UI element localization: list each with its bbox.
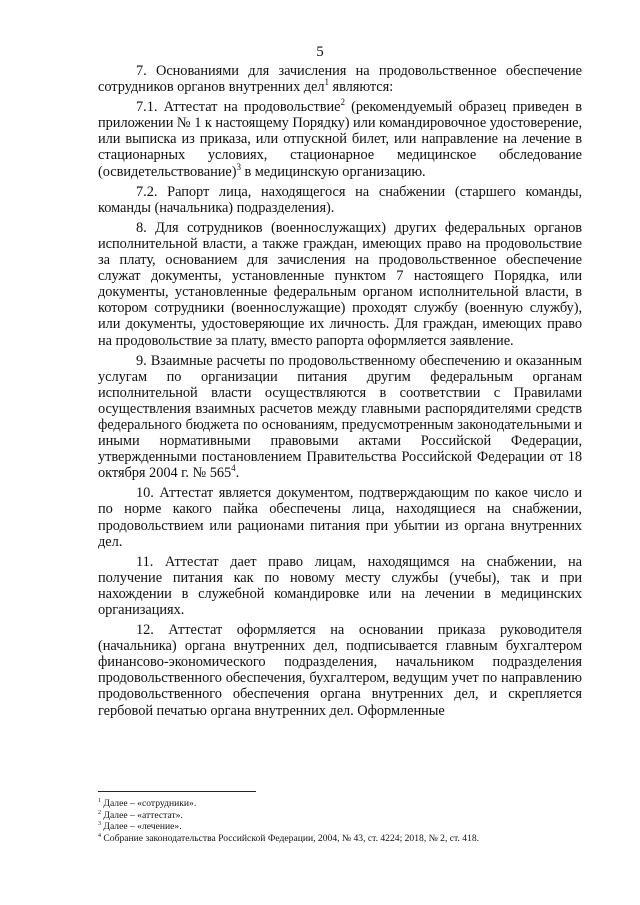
paragraph-7: 7. Основаниями для зачисления на продовольственное обеспечение сотрудников органов внутренних дел$^1$ являются: bbox=[98, 63, 582, 96]
footnote-1: $^1$ Далее – «сотрудники». bbox=[98, 797, 197, 809]
paragraph-11: 11. Аттестат дает право лицам, находящимся на снабжении, на получение питания как по новому месту службы (учебы), так и при нахождении в служебной командировке или на лечении в медицинских организациях. bbox=[98, 553, 582, 618]
paragraph-7-2: 7.2. Рапорт лица, находящегося на снабжении (старшего команды, команды (начальника) подразделения). bbox=[98, 183, 582, 216]
footnote-ref-3: 3 bbox=[236, 161, 241, 172]
footnote-3: $^3$ Далее – «лечение». bbox=[98, 821, 182, 833]
paragraph-9: 9. Взаимные расчеты по продовольственному обеспечению и оказанным услугам по организации питания другим федеральным органам исполнительной власти осуществляются в соответствии с Правилами осуществления взаимных расчетов между главными распорядителями средств федерального бюджета по основаниям, предусмотренным законодательными и иными нормативными правовыми актами Российской Федерации, утвержденными постановлением Правительства Российской Федерации от 18 октября 2004 г. № $565^4$. bbox=[98, 352, 582, 482]
footnote-ref-2: 2 bbox=[340, 97, 345, 108]
paragraph-12: 12. Аттестат оформляется на основании приказа руководителя (начальника) органа внутренних дел, подписывается главным бухгалтером финансово-экономического подразделения, начальником подразделения продовольственного обеспечения, бухгалтером, ведущим учет по направлению продовольственного обеспечения органа внутренних дел, и скрепляется гербовой печатью органа внутренних дел. Оформленные bbox=[98, 622, 582, 719]
footnote-4: $^4$ Собрание законодательства Российской Федерации, 2004, № 43, ст. 4224; 2018, № 2, ст. 418. bbox=[98, 832, 480, 844]
footnote-2: $^2$ Далее – «аттестат». bbox=[98, 809, 183, 821]
paragraph-8: 8. Для сотрудников (военнослужащих) других федеральных органов исполнительной власти, а также граждан, имеющих право на продовольствие за плату, основанием для зачисления на продовольственное обеспечение служат документы, установленные пунктом 7 настоящего Порядка, или документы, установленные федеральным органом исполнительной власти, в котором сотрудники (военнослужащие) проходят службу (военную службу), или документы, удостоверяющие их личность. Для граждан, имеющих право на продовольствие за плату, вместо рапорта оформляется заявление. bbox=[98, 219, 582, 349]
page-number: 5 bbox=[316, 44, 324, 60]
document-body bbox=[98, 63, 582, 719]
footnote-ref-1: 1 bbox=[324, 77, 329, 88]
footnote-ref-4: 4 bbox=[231, 463, 236, 474]
footnotes bbox=[98, 798, 582, 844]
paragraph-10: 10. Аттестат является документом, подтверждающим по какое число и по норме какого пайка обеспечены лица, находящиеся на снабжении, продовольствием или рационами питания при убытии из органа внутренних дел. bbox=[98, 485, 582, 550]
footnote-separator bbox=[98, 791, 256, 792]
paragraph-7-1: 7.1. Аттестат на продовольствие$^2$ (рекомендуемый образец приведен в приложении № 1 к настоящему Порядку) или командировочное удостоверение, или выписка из приказа, или отпускной билет, или направление на лечение в стационарных условиях, стационарное медицинское обследование (освидетельствование)$^3$ в медицинскую организацию. bbox=[98, 97, 582, 180]
